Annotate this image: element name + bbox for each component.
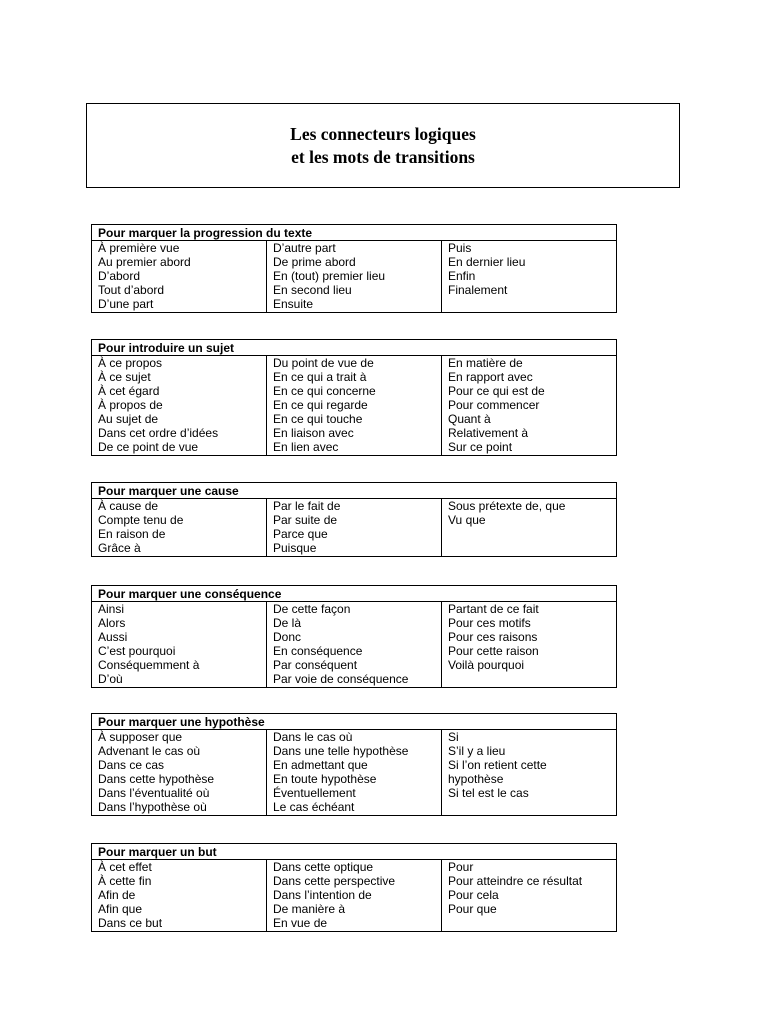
connector-item: Dans cette perspective	[273, 874, 396, 888]
connector-item: En second lieu	[273, 283, 352, 297]
connector-column	[442, 356, 617, 456]
connector-column	[442, 860, 617, 932]
connector-item: Advenant le cas où	[98, 744, 201, 758]
connector-item: Relativement à	[448, 426, 529, 440]
connector-item: À cause de	[98, 499, 159, 513]
connector-item: Tout d’abord	[98, 283, 165, 297]
connector-item: À cette fin	[98, 874, 152, 888]
connector-item: Puisque	[273, 541, 317, 555]
connector-item: Si tel est le cas	[448, 786, 529, 800]
connector-column	[267, 730, 442, 816]
connector-item: Conséquemment à	[98, 658, 200, 672]
connector-item: Aussi	[98, 630, 128, 644]
connector-table	[91, 585, 617, 688]
connector-item: En ce qui touche	[273, 412, 363, 426]
connector-item: Dans l’hypothèse où	[98, 800, 207, 814]
connector-item: De cette façon	[273, 602, 351, 616]
connector-item: hypothèse	[448, 772, 504, 786]
connector-item: Pour	[448, 860, 474, 874]
connector-item: Ensuite	[273, 297, 314, 311]
connector-column	[267, 499, 442, 557]
connector-item: À supposer que	[98, 730, 183, 744]
connector-table	[91, 224, 617, 313]
connector-item: En ce qui a trait à	[273, 370, 367, 384]
connector-item: Pour ces motifs	[448, 616, 531, 630]
connector-item: Pour commencer	[448, 398, 540, 412]
connector-item: Afin que	[98, 902, 143, 916]
connector-item: Par suite de	[273, 513, 338, 527]
connector-item: Grâce à	[98, 541, 141, 555]
connector-item: En vue de	[273, 916, 328, 930]
connector-item: En raison de	[98, 527, 166, 541]
connector-item: Dans ce cas	[98, 758, 165, 772]
connector-item: En liaison avec	[273, 426, 354, 440]
connector-item: Dans une telle hypothèse	[273, 744, 409, 758]
connector-column	[92, 860, 267, 932]
document-title-line-1: Les connecteurs logiques	[290, 123, 476, 144]
connector-column	[442, 241, 617, 313]
connector-item: En admettant que	[273, 758, 368, 772]
table-row	[92, 602, 617, 688]
connector-item: Compte tenu de	[98, 513, 184, 527]
table-row	[92, 860, 617, 932]
connector-item: Du point de vue de	[273, 356, 374, 370]
connector-item: Dans l’intention de	[273, 888, 372, 902]
connector-item: C’est pourquoi	[98, 644, 176, 658]
connector-item: En (tout) premier lieu	[273, 269, 386, 283]
connector-item: Dans cette hypothèse	[98, 772, 215, 786]
connector-item: En toute hypothèse	[273, 772, 377, 786]
connector-item: À propos de	[98, 398, 163, 412]
connector-item: De manière à	[273, 902, 346, 916]
connector-item: D’abord	[98, 269, 141, 283]
connector-item: Pour ce qui est de	[448, 384, 545, 398]
connector-item: À ce propos	[98, 356, 163, 370]
connector-item: En rapport avec	[448, 370, 533, 384]
connector-item: Par voie de conséquence	[273, 672, 409, 686]
table-row	[92, 730, 617, 816]
connector-item: En matière de	[448, 356, 523, 370]
section-heading: Pour introduire un sujet	[92, 340, 617, 356]
connector-item: En dernier lieu	[448, 255, 526, 269]
connector-item: Par conséquent	[273, 658, 358, 672]
connector-item: À cet effet	[98, 860, 152, 874]
connector-item: S’il y a lieu	[448, 744, 506, 758]
connector-column	[267, 356, 442, 456]
connector-column	[92, 602, 267, 688]
connector-item: Donc	[273, 630, 302, 644]
connector-item: Si l’on retient cette	[448, 758, 547, 772]
connector-item: Dans le cas où	[273, 730, 353, 744]
connector-item: À ce sujet	[98, 370, 151, 384]
document-title-line-2: et les mots de transitions	[291, 146, 475, 167]
connector-item: Quant à	[448, 412, 491, 426]
table-row	[92, 499, 617, 557]
section-heading: Pour marquer un but	[92, 844, 617, 860]
connector-item: Dans cette optique	[273, 860, 374, 874]
connector-item: De prime abord	[273, 255, 356, 269]
connector-item: Éventuellement	[273, 786, 356, 800]
section-heading: Pour marquer une conséquence	[92, 586, 617, 602]
connector-column	[442, 730, 617, 816]
connector-item: Par le fait de	[273, 499, 341, 513]
connector-table	[91, 713, 617, 816]
connector-item: À cet égard	[98, 384, 160, 398]
connector-item: Dans l’éventualité où	[98, 786, 210, 800]
connector-item: D’autre part	[273, 241, 336, 255]
connector-item: Au premier abord	[98, 255, 191, 269]
section-heading: Pour marquer une cause	[92, 483, 617, 499]
connector-table	[91, 843, 617, 932]
connector-item: Parce que	[273, 527, 328, 541]
connector-item: Ainsi	[98, 602, 125, 616]
connector-item: Vu que	[448, 513, 486, 527]
connector-table	[91, 339, 617, 456]
connector-item: En ce qui concerne	[273, 384, 376, 398]
connector-item: D’où	[98, 672, 123, 686]
connector-item: Afin de	[98, 888, 136, 902]
connector-column	[92, 499, 267, 557]
connector-item: Partant de ce fait	[448, 602, 539, 616]
connector-table	[91, 482, 617, 557]
connector-item: Pour cela	[448, 888, 499, 902]
connector-item: De ce point de vue	[98, 440, 199, 454]
table-row	[92, 241, 617, 313]
connector-item: D’une part	[98, 297, 154, 311]
connector-column	[92, 241, 267, 313]
connector-item: Pour atteindre ce résultat	[448, 874, 583, 888]
connector-column	[267, 602, 442, 688]
connector-item: Enfin	[448, 269, 476, 283]
connector-item: Pour que	[448, 902, 497, 916]
connector-item: Le cas échéant	[273, 800, 355, 814]
connector-item: Au sujet de	[98, 412, 159, 426]
connector-item: En lien avec	[273, 440, 339, 454]
connector-item: Pour cette raison	[448, 644, 539, 658]
connector-item: À première vue	[98, 241, 180, 255]
connector-column	[92, 730, 267, 816]
section-heading: Pour marquer une hypothèse	[92, 714, 617, 730]
connector-item: Finalement	[448, 283, 508, 297]
connector-item: Alors	[98, 616, 126, 630]
table-row	[92, 356, 617, 456]
connector-item: En conséquence	[273, 644, 363, 658]
document-title-box	[86, 103, 680, 188]
connector-item: Voilà pourquoi	[448, 658, 525, 672]
connector-item: Pour ces raisons	[448, 630, 538, 644]
connector-column	[267, 860, 442, 932]
connector-column	[442, 499, 617, 557]
connector-item: Puis	[448, 241, 472, 255]
connector-item: Si	[448, 730, 459, 744]
connector-item: De là	[273, 616, 302, 630]
connector-item: Sur ce point	[448, 440, 513, 454]
connector-column	[442, 602, 617, 688]
section-heading: Pour marquer la progression du texte	[92, 225, 617, 241]
connector-item: Dans ce but	[98, 916, 163, 930]
connector-item: Sous prétexte de, que	[448, 499, 566, 513]
connector-column	[267, 241, 442, 313]
connector-item: En ce qui regarde	[273, 398, 368, 412]
connector-item: Dans cet ordre d’idées	[98, 426, 219, 440]
connector-column	[92, 356, 267, 456]
